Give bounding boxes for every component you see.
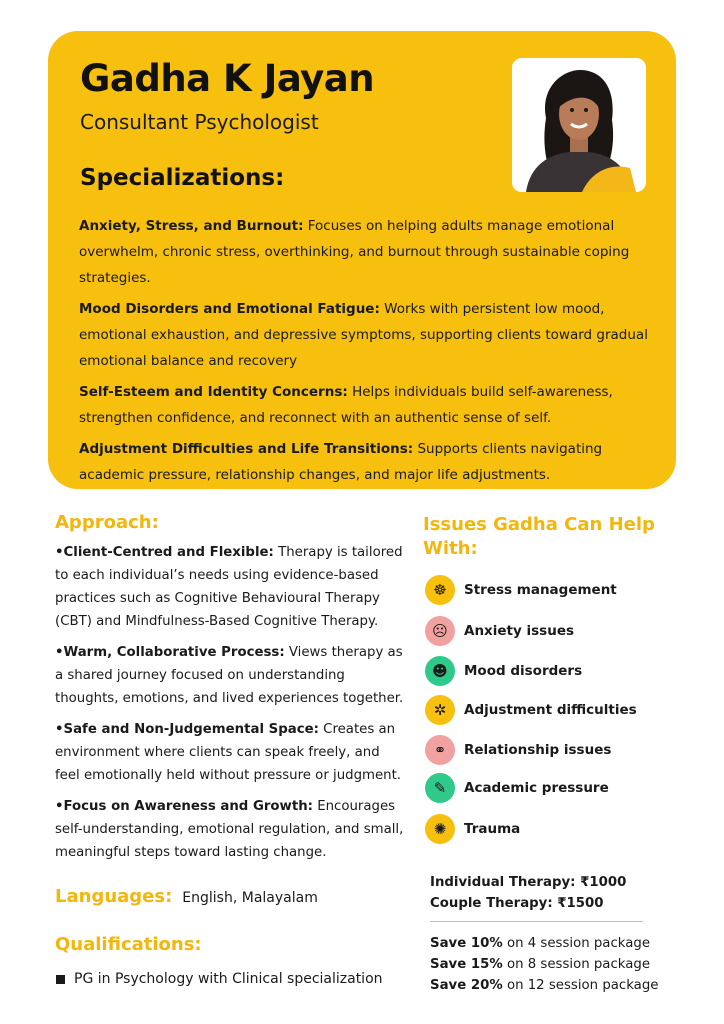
issue-label: Mood disorders	[464, 663, 583, 679]
qualifications-heading: Qualifications:	[55, 934, 202, 955]
discount-item	[430, 975, 690, 996]
qualification-text: PG in Psychology with Clinical specialization	[74, 971, 383, 987]
issue-label: Anxiety issues	[464, 623, 575, 639]
square-bullet-icon	[56, 975, 65, 984]
mood-head-icon: ☻	[425, 656, 455, 686]
specialization-item	[79, 296, 659, 374]
meditation-icon: ☸	[425, 575, 455, 605]
approach-heading: Approach:	[55, 512, 159, 533]
profile-photo	[512, 58, 646, 192]
discount-text: on 8 session package	[506, 957, 650, 972]
specializations-heading: Specializations:	[80, 165, 285, 191]
anxious-head-icon: ☹	[425, 616, 455, 646]
qualification-item	[55, 971, 415, 987]
issue-label: Academic pressure	[464, 780, 609, 796]
approach-list	[55, 541, 405, 864]
approach-item	[55, 718, 405, 787]
approach-text: Creates an environment where clients can speak freely, and feel emotionally held without pressure or judgment.	[55, 722, 402, 783]
couple-price: Couple Therapy: ₹1500	[430, 896, 604, 911]
specialization-label: Mood Disorders and Emotional Fatigue:	[79, 301, 380, 317]
approach-text: Therapy is tailored to each individual’s needs using evidence-based practices such as Cognitive Behavioural Therapy (CBT) and Mindfulness-Based Cognitive Therapy.	[55, 545, 403, 629]
specialization-label: Self-Esteem and Identity Concerns:	[79, 384, 348, 400]
issue-item	[425, 695, 637, 725]
issue-item	[425, 814, 520, 844]
issue-item	[425, 735, 611, 765]
pricing-section	[430, 872, 670, 914]
approach-text: Views therapy as a shared journey focused on understanding thoughts, emotions, and lived experiences together.	[55, 645, 404, 706]
approach-label: •Client-Centred and Flexible:	[55, 545, 274, 560]
issue-label: Adjustment difficulties	[464, 702, 637, 718]
languages-heading: Languages:	[55, 886, 173, 907]
profile-title: Consultant Psychologist	[80, 110, 319, 134]
issue-item	[425, 656, 582, 686]
specialization-label: Adjustment Difficulties and Life Transitions:	[79, 441, 414, 457]
issue-item	[425, 616, 574, 646]
specialization-item	[79, 436, 659, 488]
profile-name: Gadha K Jayan	[80, 57, 375, 100]
issue-label: Stress management	[464, 582, 617, 598]
approach-label: •Warm, Collaborative Process:	[55, 645, 285, 660]
specialization-text: Supports clients navigating academic pressure, relationship changes, and major life adjustments.	[79, 441, 603, 483]
specialization-text: Works with persistent low mood, emotional exhaustion, and depressive symptoms, supporting clients toward gradual emotional balance and recovery	[79, 301, 648, 369]
approach-label: •Focus on Awareness and Growth:	[55, 799, 313, 814]
approach-label: •Safe and Non-Judgemental Space:	[55, 722, 319, 737]
pricing-divider	[430, 921, 643, 922]
discount-text: on 12 session package	[506, 978, 659, 993]
issue-label: Relationship issues	[464, 742, 612, 758]
gears-icon: ✲	[425, 695, 455, 725]
student-icon: ✎	[425, 773, 455, 803]
couple-icon: ⚭	[425, 735, 455, 765]
specialization-item	[79, 213, 659, 291]
languages-section	[55, 886, 415, 907]
approach-item	[55, 795, 405, 864]
profile-card	[48, 31, 676, 489]
approach-text: Encourages self-understanding, emotional regulation, and small, meaningful steps toward lasting change.	[55, 799, 404, 860]
specialization-label: Anxiety, Stress, and Burnout:	[79, 218, 304, 234]
specializations-list	[79, 213, 659, 493]
issue-item	[425, 575, 617, 605]
discount-text: on 4 session package	[506, 936, 650, 951]
discount-item	[430, 933, 690, 954]
portrait-illustration-icon	[512, 58, 646, 192]
individual-price: Individual Therapy: ₹1000	[430, 875, 627, 890]
issue-item	[425, 773, 609, 803]
approach-section	[55, 512, 405, 872]
issues-heading: Issues Gadha Can Help With:	[423, 514, 655, 559]
qualifications-section	[55, 934, 415, 987]
specialization-text: Focuses on helping adults manage emotional overwhelm, chronic stress, overthinking, and burnout through sustainable coping strategies.	[79, 218, 630, 286]
discount-amount: Save 10%	[430, 936, 503, 951]
approach-item	[55, 541, 405, 633]
specialization-item	[79, 379, 659, 431]
languages-value: English, Malayalam	[182, 890, 318, 906]
discount-amount: Save 20%	[430, 978, 503, 993]
approach-item	[55, 641, 405, 710]
issue-label: Trauma	[464, 821, 521, 837]
trauma-head-icon: ✺	[425, 814, 455, 844]
specialization-text: Helps individuals build self-awareness, strengthen confidence, and reconnect with an authentic sense of self.	[79, 384, 613, 426]
discount-list	[430, 933, 690, 996]
discount-amount: Save 15%	[430, 957, 503, 972]
discount-item	[430, 954, 690, 975]
